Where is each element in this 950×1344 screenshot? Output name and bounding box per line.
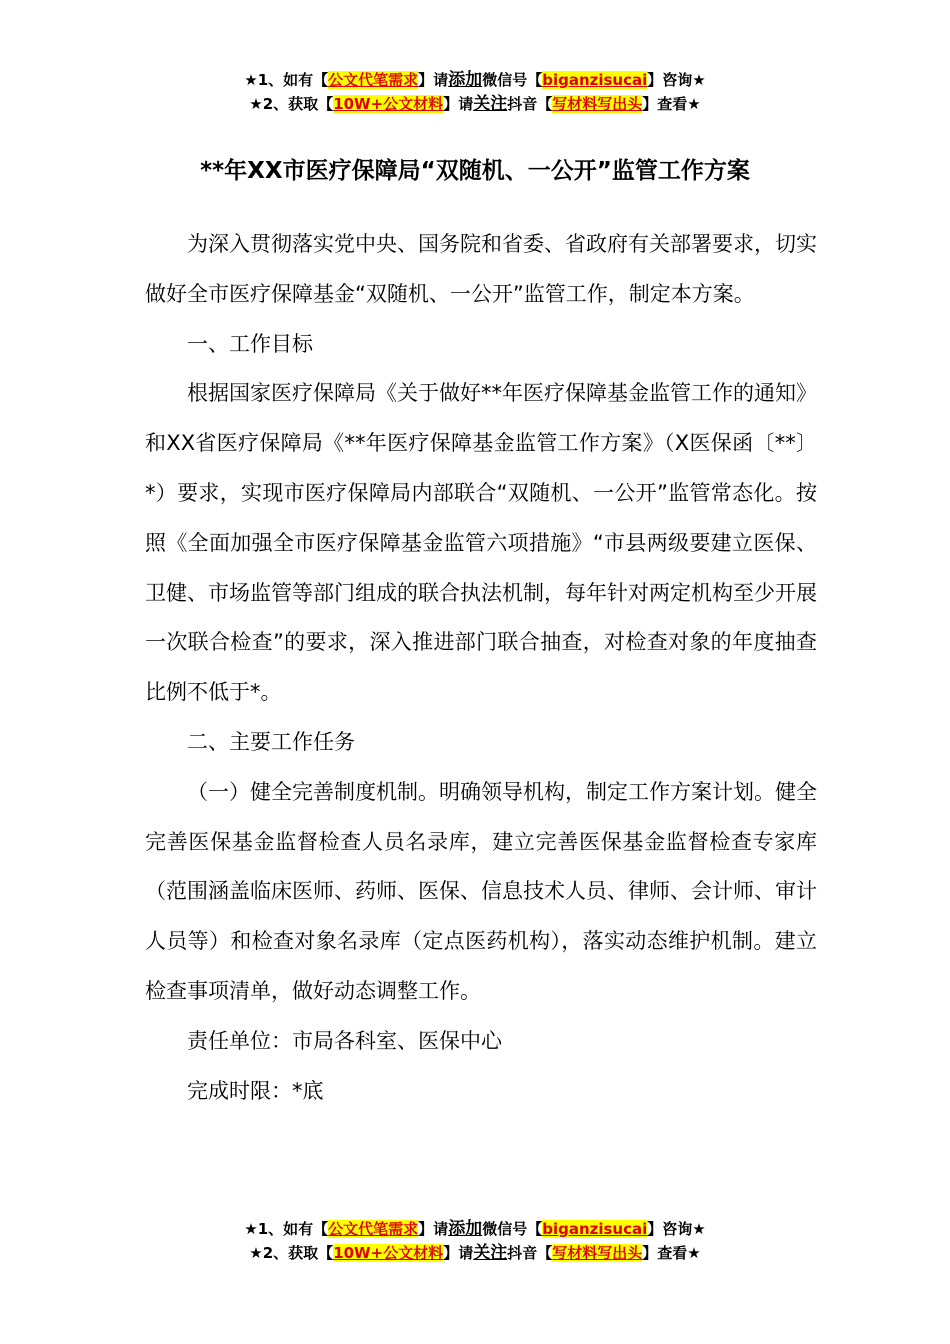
text: 微信号【: [482, 1220, 543, 1238]
text: 关注: [473, 94, 508, 114]
text: 添加: [448, 1219, 483, 1239]
highlight: biganzisucai: [542, 71, 648, 89]
highlight: 公文代笔需求: [328, 71, 419, 89]
text: ★1、如有【: [244, 1220, 329, 1238]
paragraph: （一）健全完善制度机制。明确领导机构，制定工作方案计划。健全完善医保基金监督检查人员名录库，建立完善医保基金监督检查专家库（范围涵盖临床医师、药师、医保、信息技术人员、律师、会计师、审计人员等）和检查对象名录库（定点医药机构），落实动态维护机制。建立检查事项清单，做好动态调整工作。: [145, 779, 817, 1003]
document-title: **年XX市医疗保障局“双随机、一公开”监管工作方案: [200, 158, 750, 184]
text: 】请: [418, 71, 449, 89]
highlight: 10W+公文材料: [333, 1244, 444, 1262]
paragraph: 责任单位：市局各科室、医保中心: [187, 1028, 502, 1053]
text: 微信号【: [482, 71, 543, 89]
highlight: 写材料写出头: [552, 95, 643, 113]
banner-line-1: [0, 68, 950, 92]
footer-banner: [0, 1217, 950, 1265]
document-body: [145, 220, 817, 1116]
paragraph: 完成时限：*底: [187, 1078, 324, 1103]
text: 添加: [448, 70, 483, 90]
text: 】查看★: [642, 1244, 701, 1262]
text: 】请: [443, 95, 474, 113]
highlight: 10W+公文材料: [333, 95, 444, 113]
section-heading: 二、主要工作任务: [187, 729, 355, 754]
header-banner: [0, 68, 950, 116]
text: 抖音【: [507, 1244, 553, 1262]
text: 抖音【: [507, 95, 553, 113]
highlight: 写材料写出头: [552, 1244, 643, 1262]
paragraph: 根据国家医疗保障局《关于做好**年医疗保障基金监管工作的通知》和XX省医疗保障局《**年医疗保障基金监管工作方案》（X医保函〔**〕*）要求，实现市医疗保障局内部联合“双随机、一公开”监管常态化。按照《全面加强全市医疗保障基金监管六项措施》“市县两级要建立医保、卫健、市场监管等部门组成的联合执法机制，每年针对两定机构至少开展一次联合检查”的要求，深入推进部门联合抽查，对检查对象的年度抽查比例不低于*。: [145, 381, 817, 705]
section-heading: 一、工作目标: [187, 331, 313, 356]
highlight: biganzisucai: [542, 1220, 648, 1238]
text: 】咨询★: [647, 71, 706, 89]
text: ★2、获取【: [249, 1244, 334, 1262]
text: ★2、获取【: [249, 95, 334, 113]
text: 】请: [443, 1244, 474, 1262]
text: 】咨询★: [647, 1220, 706, 1238]
text: 】请: [418, 1220, 449, 1238]
text: 关注: [473, 1243, 508, 1263]
banner-line-1: [0, 1217, 950, 1241]
text: ★1、如有【: [244, 71, 329, 89]
banner-line-2: [0, 92, 950, 116]
banner-line-2: [0, 1241, 950, 1265]
highlight: 公文代笔需求: [328, 1220, 419, 1238]
paragraph: 为深入贯彻落实党中央、国务院和省委、省政府有关部署要求，切实做好全市医疗保障基金“双随机、一公开”监管工作，制定本方案。: [145, 232, 817, 306]
text: 】查看★: [642, 95, 701, 113]
